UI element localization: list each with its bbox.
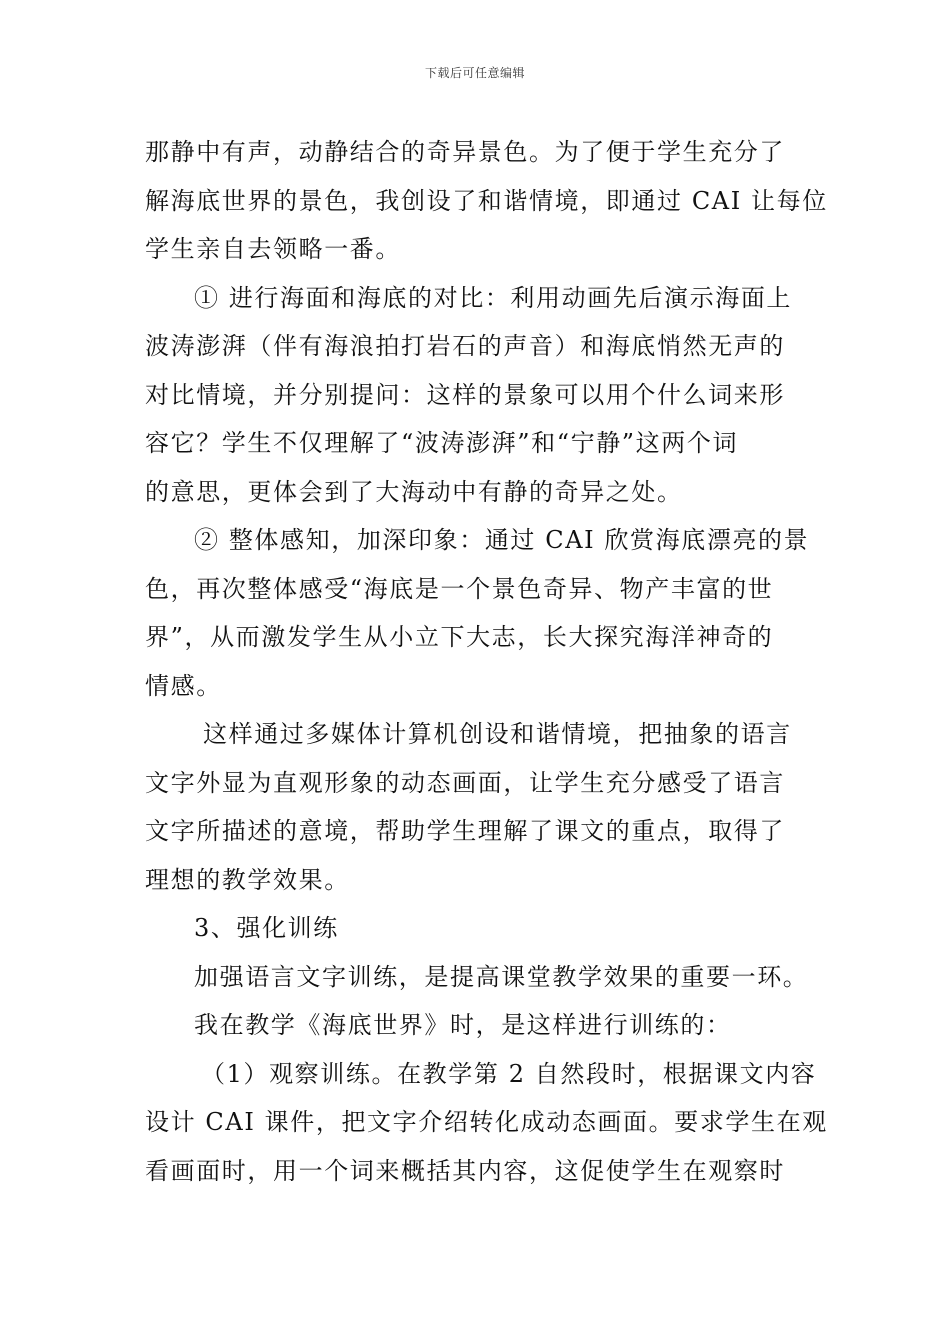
text-line: ① 进行海面和海底的对比：利用动画先后演示海面上 (194, 283, 793, 312)
text-line: 学生亲自去领略一番。 (145, 235, 401, 263)
section-heading: 3、强化训练 (194, 914, 339, 942)
text-line: 那静中有声，动静结合的奇异景色。为了便于学生充分了 (145, 138, 785, 166)
text-line: 界”，从而激发学生从小立下大志，长大探究海洋神奇的 (145, 623, 774, 651)
text-line: 情感。 (145, 671, 222, 700)
header-note: 下载后可任意编辑 (424, 66, 525, 80)
text-line: 波涛澎湃（伴有海浪拍打岩石的声音）和海底悄然无声的 (145, 332, 785, 360)
text-line: ② 整体感知，加深印象：通过 CAI 欣赏海底漂亮的景 (194, 526, 810, 554)
text-line: 的意思，更体会到了大海动中有静的奇异之处。 (145, 477, 683, 506)
text-line: 文字外显为直观形象的动态画面，让学生充分感受了语言 (145, 768, 785, 797)
text-line: 容它？学生不仅理解了“波涛澎湃”和“宁静”这两个词 (145, 429, 739, 457)
text-line: 解海底世界的景色，我创设了和谐情境，即通过 CAI 让每位 (145, 186, 828, 215)
text-line: 对比情境，并分别提问：这样的景象可以用个什么词来形 (145, 380, 785, 409)
text-line: 文字所描述的意境，帮助学生理解了课文的重点，取得了 (145, 817, 785, 845)
text-line: 理想的教学效果。 (145, 865, 350, 894)
text-line: 我在教学《海底世界》时，是这样进行训练的： (194, 1011, 732, 1039)
text-line: 设计 CAI 课件，把文字介绍转化成动态画面。要求学生在观 (145, 1108, 828, 1136)
text-line: 加强语言文字训练，是提高课堂教学效果的重要一环。 (194, 962, 809, 991)
text-line: 色，再次整体感受“海底是一个景色奇异、物产丰富的世 (145, 574, 774, 603)
text-line: （1）观察训练。在教学第 2 自然段时，根据课文内容 (201, 1059, 817, 1088)
text-line: 看画面时，用一个词来概括其内容，这促使学生在观察时 (145, 1156, 785, 1185)
text-line: 这样通过多媒体计算机创设和谐情境，把抽象的语言 (203, 720, 792, 748)
document-body (145, 128, 828, 1195)
